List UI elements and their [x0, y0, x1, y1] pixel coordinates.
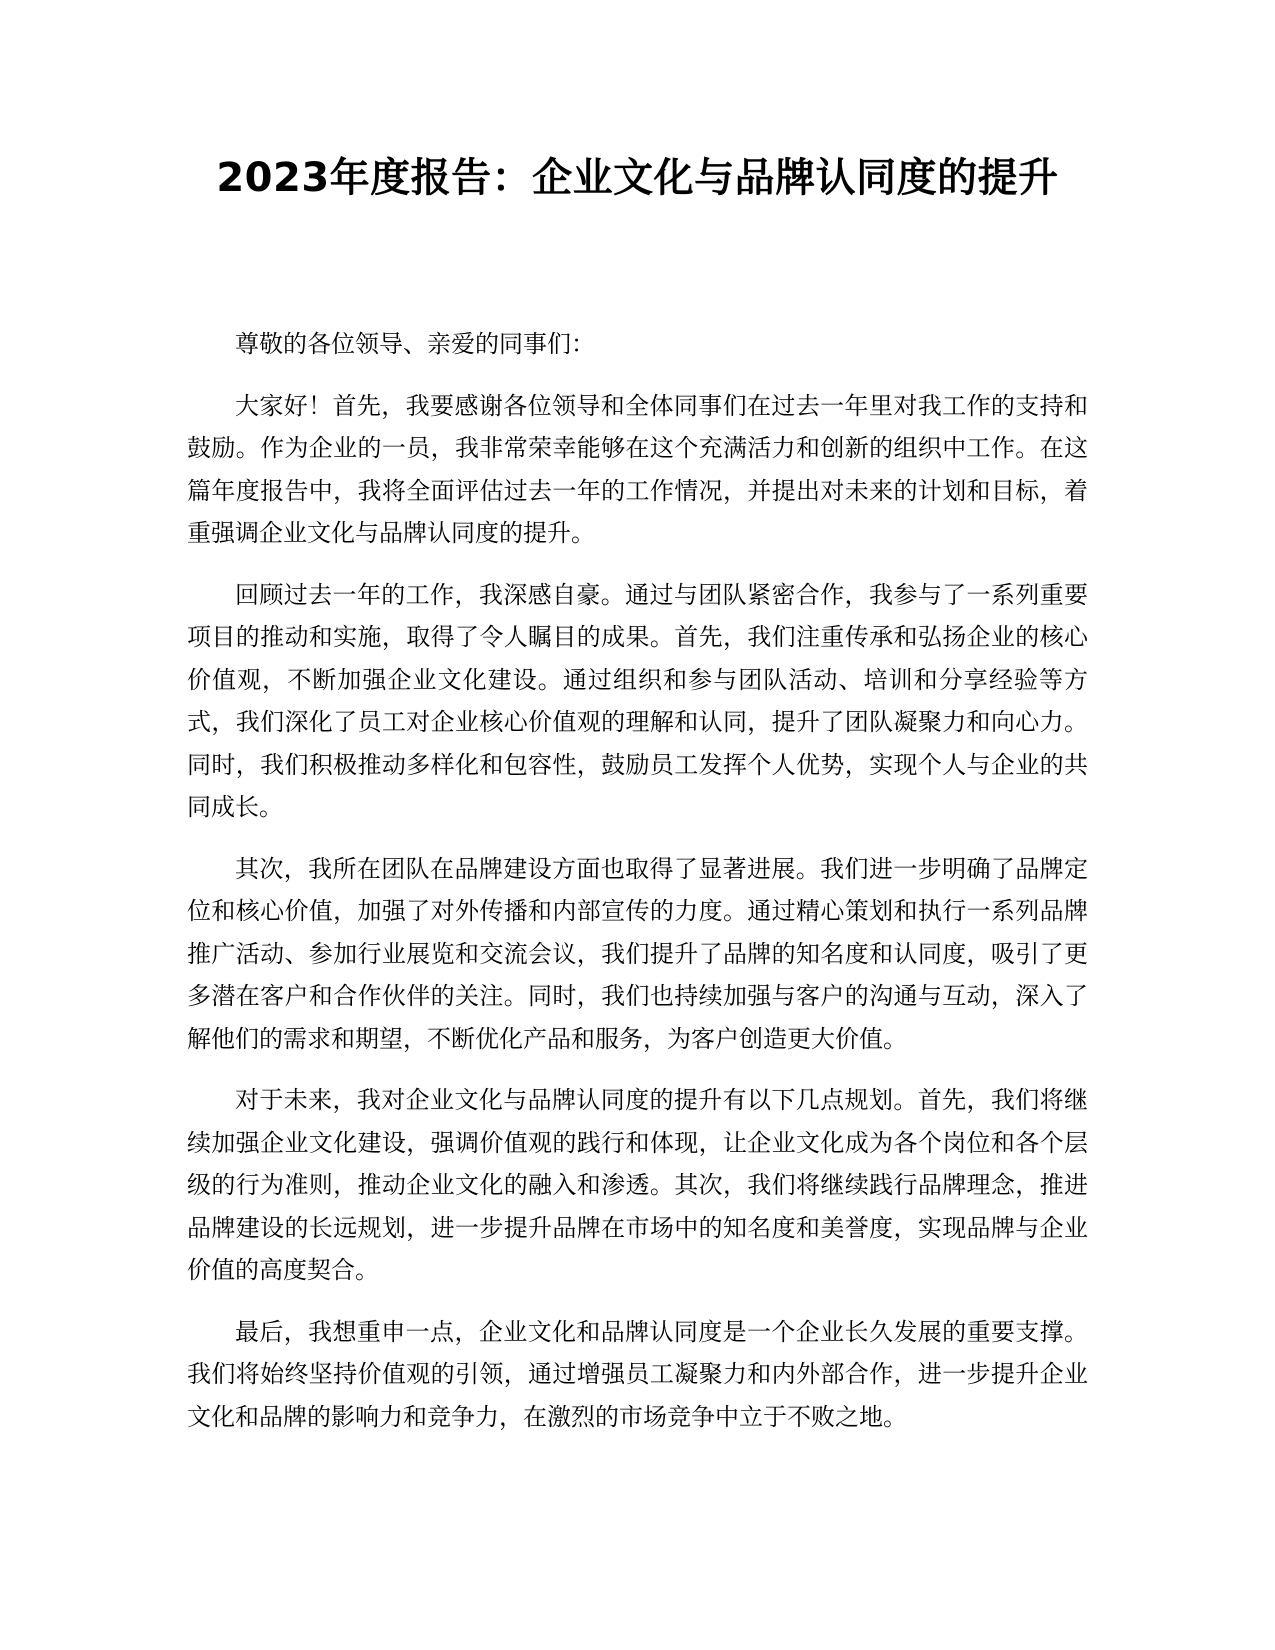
- salutation: 尊敬的各位领导、亲爱的同事们：: [235, 330, 595, 358]
- paragraph-conclusion: 最后，我想重申一点，企业文化和品牌认同度是一个企业长久发展的重要支撑。我们将始终坚持价值观的引领，通过增强员工凝聚力和内外部合作，进一步提升企业文化和品牌的影响力和竞争力，在激烈的市场竞争中立于不败之地。: [187, 1317, 1088, 1431]
- paragraph-greeting: 大家好！首先，我要感谢各位领导和全体同事们在过去一年里对我工作的支持和鼓励。作为企业的一员，我非常荣幸能够在这个充满活力和创新的组织中工作。在这篇年度报告中，我将全面评估过去一年的工作情况，并提出对未来的计划和目标，着重强调企业文化与品牌认同度的提升。: [187, 391, 1088, 547]
- document-body: [187, 323, 1088, 1457]
- paragraph-review: 回顾过去一年的工作，我深感自豪。通过与团队紧密合作，我参与了一系列重要项目的推动和实施，取得了令人瞩目的成果。首先，我们注重传承和弘扬企业的核心价值观，不断加强企业文化建设。通过组织和参与团队活动、培训和分享经验等方式，我们深化了员工对企业核心价值观的理解和认同，提升了团队凝聚力和向心力。同时，我们积极推动多样化和包容性，鼓励员工发挥个人优势，实现个人与企业的共同成长。: [187, 580, 1088, 821]
- document-title: 2023年度报告：企业文化与品牌认同度的提升: [216, 155, 1059, 201]
- paragraph-future: 对于未来，我对企业文化与品牌认同度的提升有以下几点规划。首先，我们将继续加强企业文化建设，强调价值观的践行和体现，让企业文化成为各个岗位和各个层级的行为准则，推动企业文化的融入和渗透。其次，我们将继续践行品牌理念，推进品牌建设的长远规划，进一步提升品牌在市场中的知名度和美誉度，实现品牌与企业价值的高度契合。: [187, 1086, 1088, 1284]
- paragraph-brand: 其次，我所在团队在品牌建设方面也取得了显著进展。我们进一步明确了品牌定位和核心价值，加强了对外传播和内部宣传的力度。通过精心策划和执行一系列品牌推广活动、参加行业展览和交流会议，我们提升了品牌的知名度和认同度，吸引了更多潜在客户和合作伙伴的关注。同时，我们也持续加强与客户的沟通与互动，深入了解他们的需求和期望，不断优化产品和服务，为客户创造更大价值。: [187, 854, 1088, 1053]
